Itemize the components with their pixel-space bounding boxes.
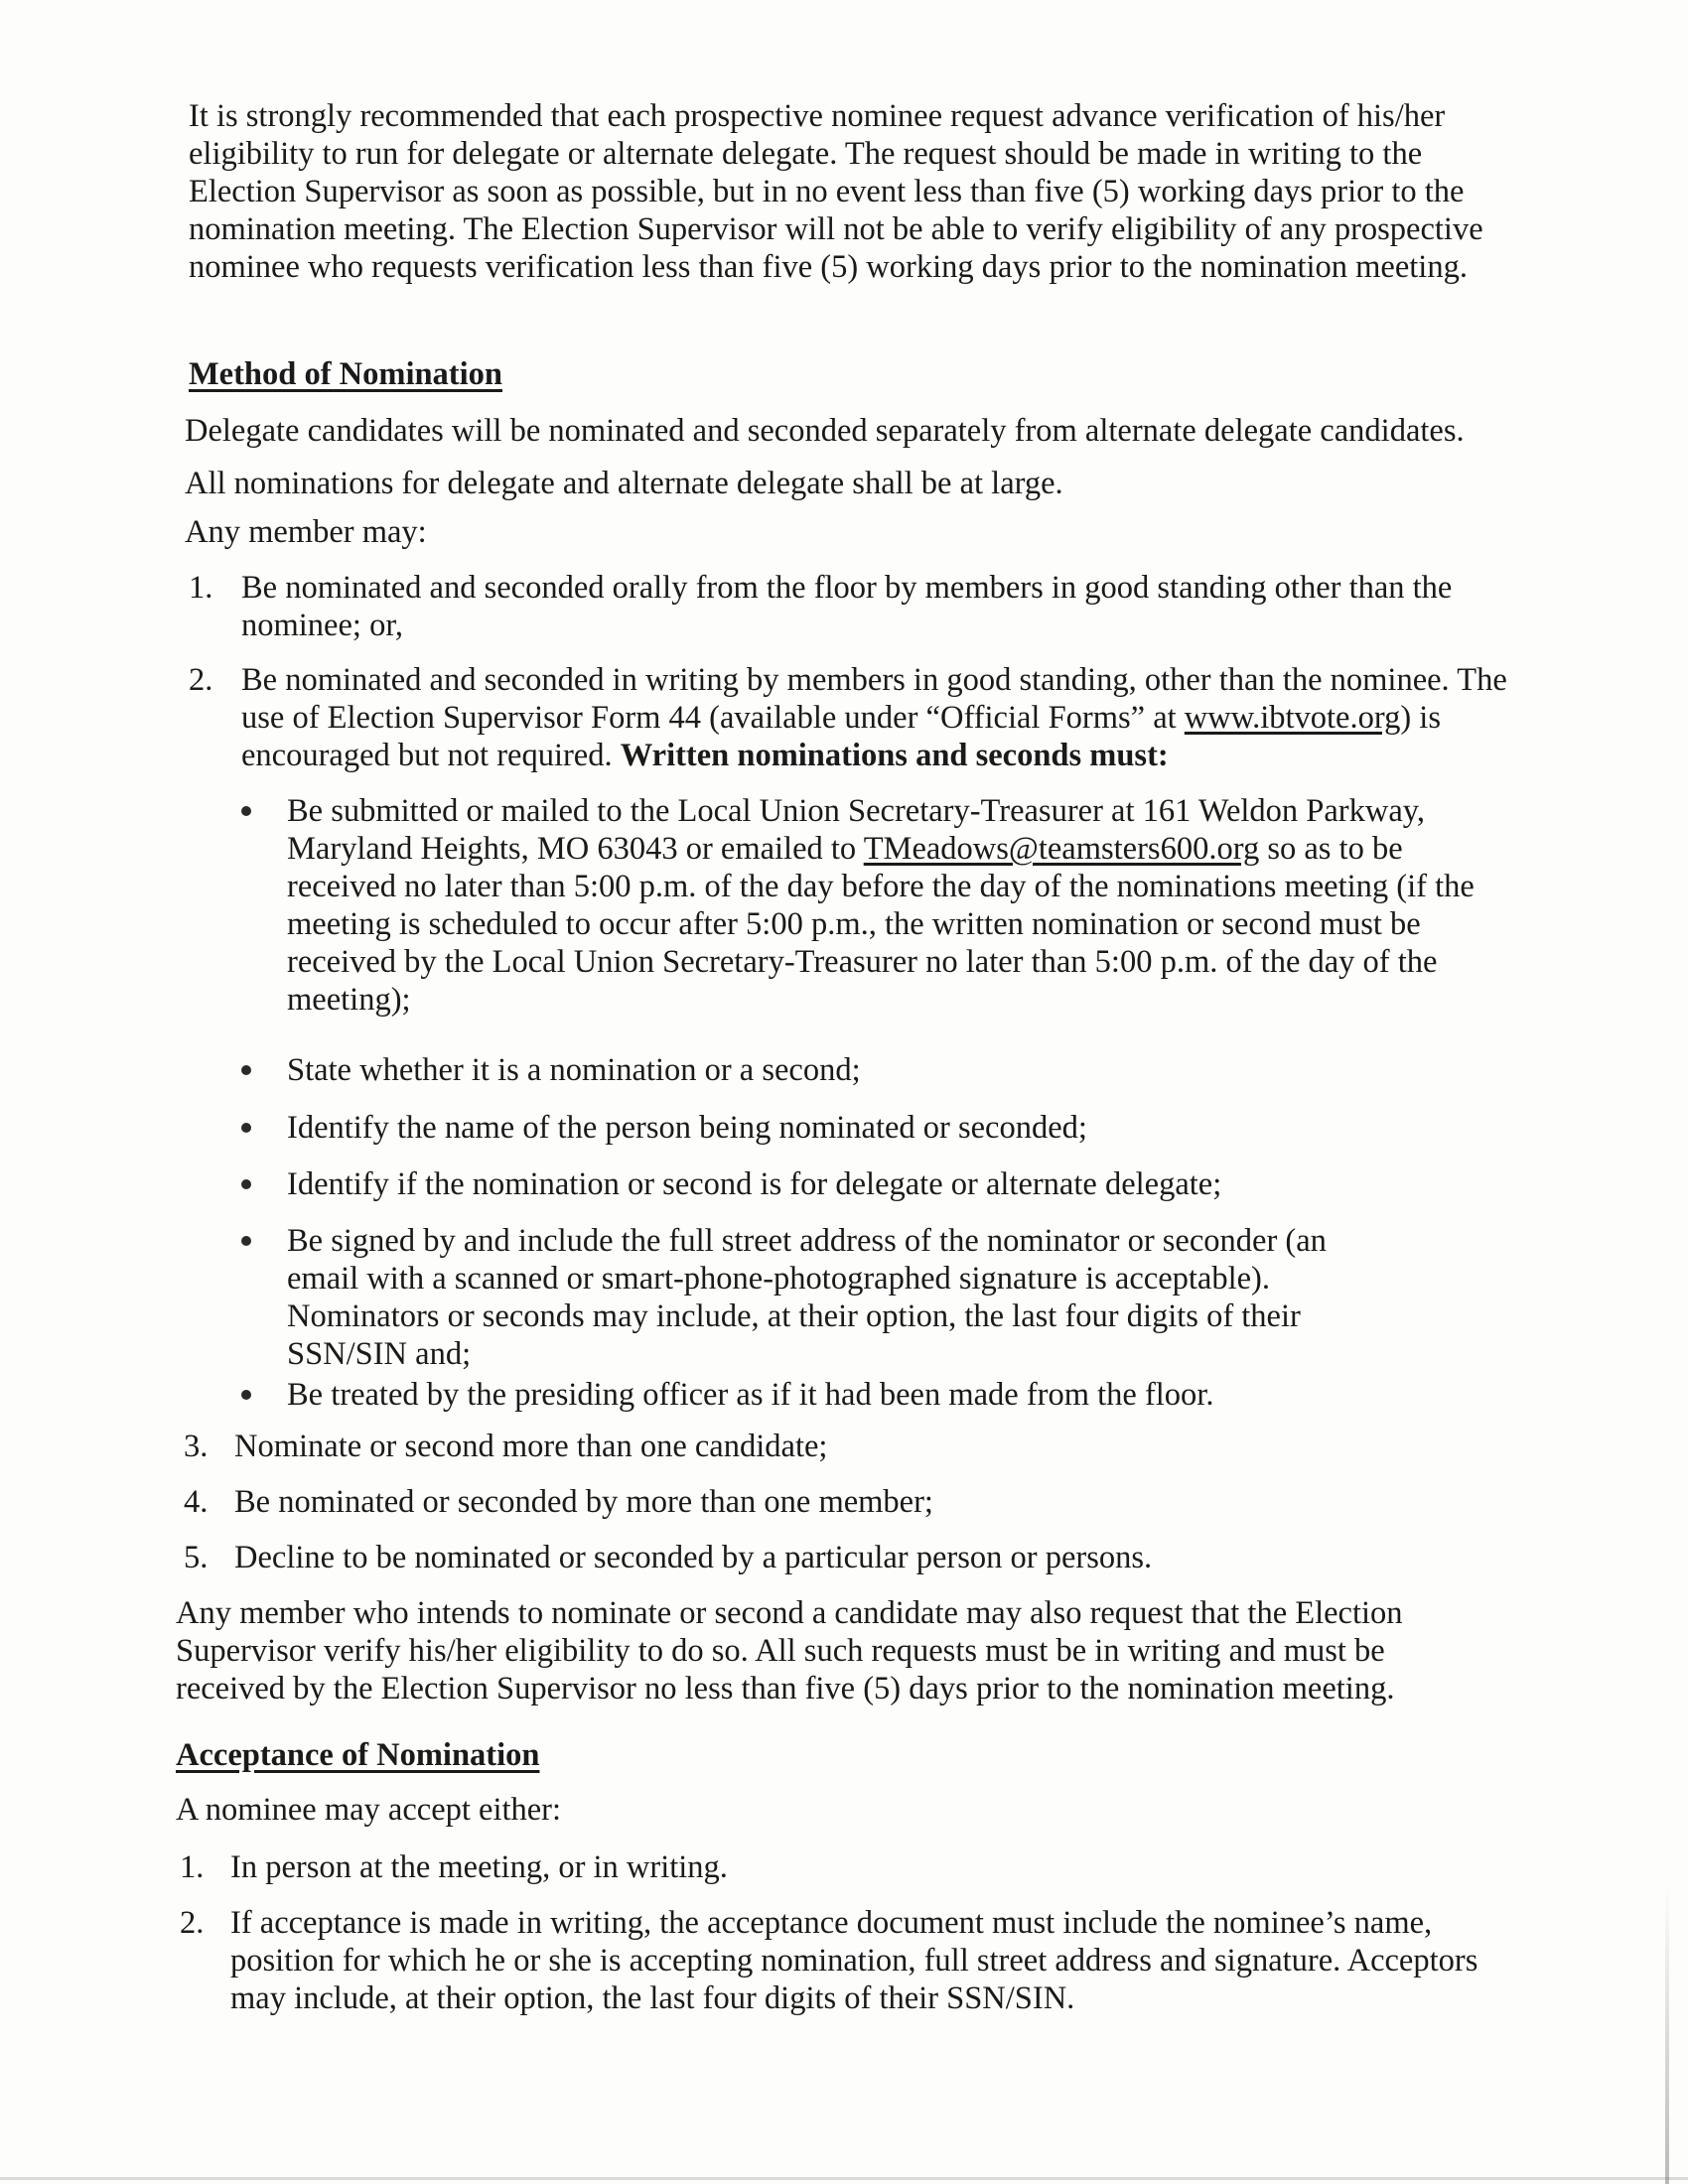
list-item: Be nominated or seconded by more than one member;	[234, 1484, 933, 1520]
list-item-number: 3.	[184, 1429, 209, 1464]
acceptance-para-1: A nominee may accept either:	[176, 1792, 562, 1828]
list-item-number: 4.	[184, 1484, 209, 1520]
bullet-item: Identify if the nomination or second is for delegate or alternate delegate;	[287, 1166, 1222, 1202]
bullet-item: Be treated by the presiding officer as if it had been made from the floor.	[287, 1377, 1214, 1413]
ibtvote-link[interactable]: www.ibtvote.org	[1184, 700, 1401, 736]
scan-edge-shadow	[1665, 1886, 1669, 2184]
email-link[interactable]: TMeadows@teamsters600.org	[863, 831, 1260, 867]
method-para-3: Any member may:	[185, 514, 427, 550]
bullet-icon	[241, 806, 251, 816]
acceptance-heading: Acceptance of Nomination	[176, 1737, 540, 1773]
bullet-icon	[241, 1123, 251, 1133]
bullet-text: Be submitted or mailed to the Local Union Secretary-Treasurer at 161 Weldon Parkway, Maryland Heights, MO 63043 or emailed to	[287, 793, 1426, 867]
method-heading: Method of Nomination	[189, 356, 502, 392]
list-item-text: Be nominated and seconded in writing by members in good standing, other than the nominee. The use of Election Supervisor Form 44 (available under “Official Forms” at	[241, 662, 1507, 736]
list-item-number: 2.	[189, 662, 213, 698]
method-para-2: All nominations for delegate and alternate delegate shall be at large.	[185, 466, 1063, 501]
bullet-item: State whether it is a nomination or a second;	[287, 1052, 861, 1088]
method-closing-paragraph: Any member who intends to nominate or second a candidate may also request that the Election Supervisor verify his/her eligibility to do so. All such requests must be in writing and must be received by the Election Supervisor no less than five (5) days prior to the nomination meeting.	[176, 1595, 1403, 1706]
list-item	[241, 661, 1522, 774]
intro-paragraph: It is strongly recommended that each prospective nominee request advance verification of his/her eligibility to run for delegate or alternate delegate. The request should be made in writing to the Election Supervisor as soon as possible, but in no event less than five (5) working days prior to the nomination meeting. The Election Supervisor will not be able to verify eligibility of any prospective nominee who requests verification less than five (5) working days prior to the nomination meeting.	[189, 98, 1483, 285]
written-nominations-emphasis: Written nominations and seconds must:	[620, 738, 1169, 773]
list-item-number: 1.	[189, 570, 213, 606]
list-item: In person at the meeting, or in writing.	[230, 1849, 728, 1885]
bullet-item: Be signed by and include the full street address of the nominator or seconder (an email with a scanned or smart-phone-photographed signature is acceptable). Nominators or seconds may include, at their option, the last four digits of their SSN/SIN and;	[287, 1223, 1327, 1372]
bullet-icon	[241, 1179, 251, 1189]
list-item-text: ) is encouraged but not required.	[241, 700, 1441, 773]
list-item-number: 1.	[180, 1849, 205, 1885]
list-item: Nominate or second more than one candidate;	[234, 1429, 828, 1464]
bullet-icon	[241, 1236, 251, 1246]
list-item: Decline to be nominated or seconded by a particular person or persons.	[234, 1540, 1153, 1575]
scan-edge-line	[0, 2177, 1688, 2180]
bullet-text: so as to be received no later than 5:00 p.m. of the day before the day of the nominations meeting (if the meeting is scheduled to occur after 5:00 p.m., the written nomination or second must be received by the Local Union Secretary-Treasurer no later than 5:00 p.m. of the day of the meeting);	[287, 831, 1475, 1018]
bullet-item: Identify the name of the person being nominated or seconded;	[287, 1110, 1087, 1146]
list-item-number: 5.	[184, 1540, 209, 1575]
list-item: If acceptance is made in writing, the acceptance document must include the nominee’s name, position for which he or she is accepting nomination, full street address and signature. Acceptors may include, at their option, the last four digits of their SSN/SIN.	[230, 1905, 1478, 2016]
list-item-number: 2.	[180, 1905, 205, 1941]
bullet-item	[287, 792, 1518, 1019]
list-item: Be nominated and seconded orally from the floor by members in good standing other than the nominee; or,	[241, 570, 1453, 643]
bullet-icon	[241, 1390, 251, 1400]
method-para-1: Delegate candidates will be nominated and seconded separately from alternate delegate candidates.	[185, 413, 1465, 449]
bullet-icon	[241, 1065, 251, 1075]
